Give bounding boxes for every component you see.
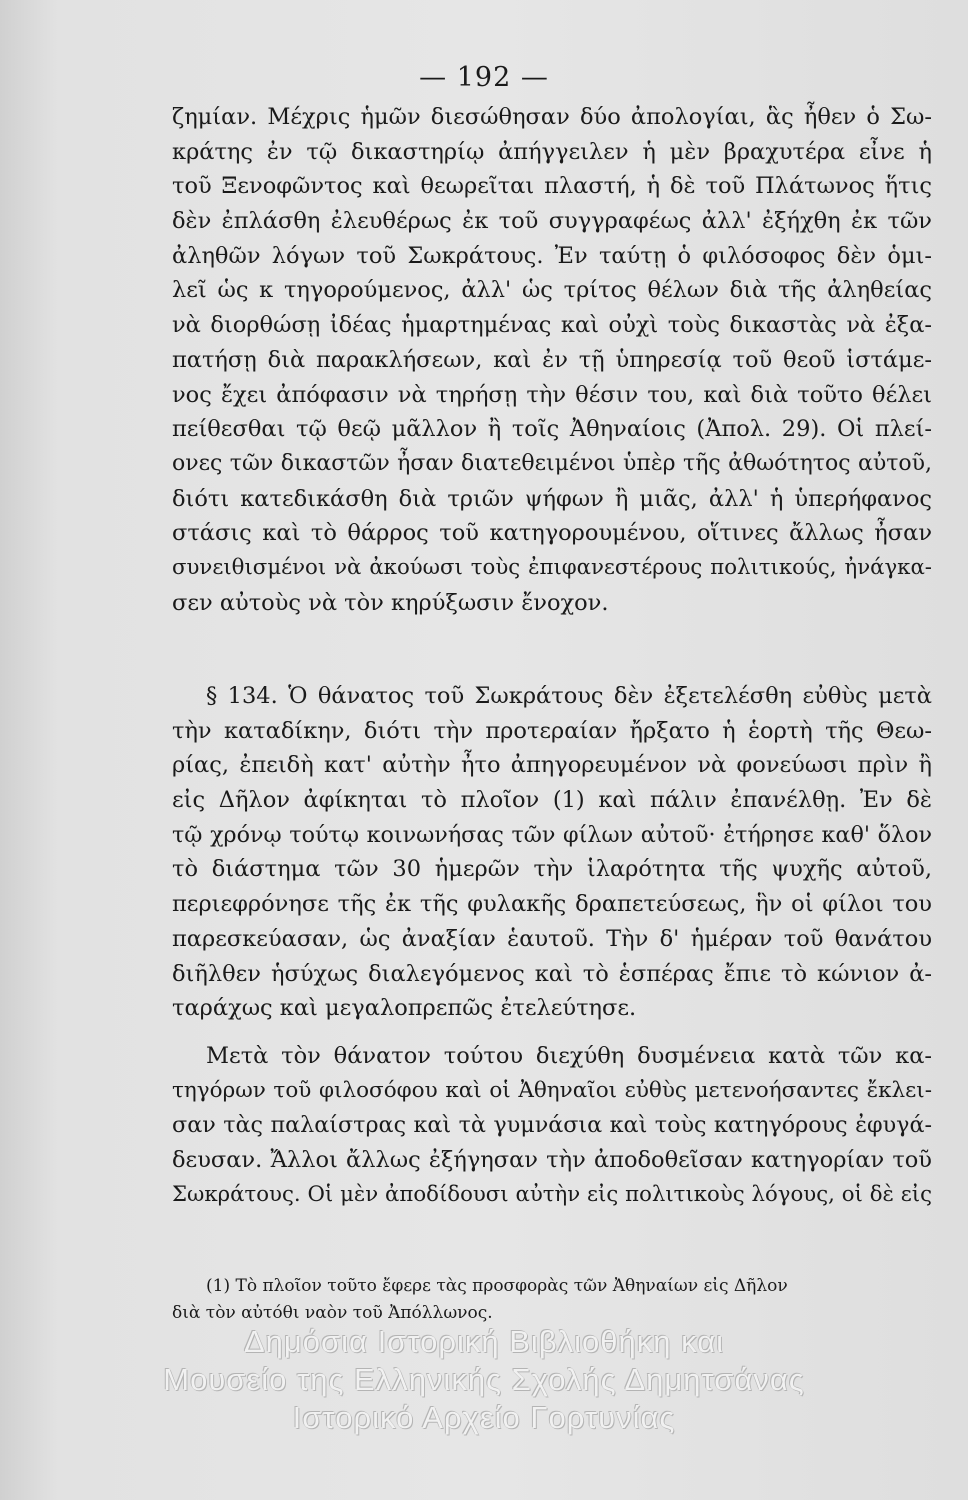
footnote (172, 1273, 932, 1327)
text-line: λεῖ ὡς κ τηγορούμενος, ἀλλ' ὡς τρίτος θέλων διὰ τῆς ἀληθείας (172, 277, 932, 304)
page-number: — 192 — (419, 62, 549, 93)
text-line: διότι κατεδικάσθη διὰ τριῶν ψήφων ἢ μιᾶς, ἀλλ' ἡ ὑπερήφανος (172, 485, 932, 512)
text-line: ρίας, ἐπειδὴ κατ' αὐτὴν ἦτο ἀπηγορευμένον νὰ φονεύωσι πρὶν ἢ (172, 752, 932, 779)
text-line: σεν αὐτοὺς νὰ τὸν κηρύξωσιν ἔνοχον. (172, 589, 609, 616)
text-line: § 134. Ὁ θάνατος τοῦ Σωκράτους δὲν ἐξετελέσθη εὐθὺς μετὰ (206, 683, 932, 709)
text-line: περιεφρόνησε τῆς ἐκ τῆς φυλακῆς δραπετεύσεως, ἣν οἱ φίλοι του (172, 891, 932, 918)
text-line: συνειθισμένοι νὰ ἀκούωσι τοὺς ἐπιφανεστέρους πολιτικούς, ἠνάγκα- (172, 554, 932, 580)
text-line: Μετὰ τὸν θάνατον τούτου διεχύθη δυσμένεια κατὰ τῶν κα- (206, 1043, 932, 1069)
text-line: νὰ διορθώσῃ ἰδέας ἡμαρτημένας καὶ οὐχὶ τοὺς δικαστὰς νὰ ἐξα- (172, 312, 932, 339)
text-line: νος ἔχει ἀπόφασιν νὰ τηρήσῃ τὴν θέσιν του, καὶ διὰ τοῦτο θέλει (172, 381, 932, 408)
text-line: πατήσῃ διὰ παρακλήσεων, καὶ ἐν τῇ ὑπηρεσίᾳ τοῦ θεοῦ ἱστάμε- (172, 346, 932, 373)
text-line: τῷ χρόνῳ τούτῳ κοινωνήσας τῶν φίλων αὐτοῦ· ἐτήρησε καθ' ὅλον (172, 821, 932, 848)
footnote-line: (1) Τὸ πλοῖον τοῦτο ἔφερε τὰς προσφορὰς τῶν Ἀθηναίων εἰς Δῆλον (206, 1276, 788, 1296)
text-line: τοῦ Ξενοφῶντος καὶ θεωρεῖται πλαστή, ἡ δὲ τοῦ Πλάτωνος ἥτις (172, 173, 932, 200)
watermark-line: Ιστορικό Αρχείο Γορτυνίας (292, 1400, 676, 1435)
text-line: εἰς Δῆλον ἀφίκηται τὸ πλοῖον (1) καὶ πάλιν ἐπανέλθῃ. Ἐν δὲ (172, 787, 932, 814)
watermark-line: Δημόσια Ιστορική Βιβλιοθήκη και (243, 1324, 725, 1359)
text-line: ονες τῶν δικαστῶν ἦσαν διατεθειμένοι ὑπὲρ τῆς ἀθωότητος αὐτοῦ, (172, 450, 932, 476)
footnote-line: διὰ τὸν αὐτόθι ναὸν τοῦ Ἀπόλλωνος. (172, 1303, 493, 1323)
text-line: κράτης ἐν τῷ δικαστηρίῳ ἀπήγγειλεν ἡ μὲν βραχυτέρα εἶνε ἡ (172, 138, 932, 165)
text-line: παρεσκεύασαν, ὡς ἀναξίαν ἑαυτοῦ. Τὴν δ' ἡμέραν τοῦ θανάτου (172, 925, 932, 952)
paragraph-2-section-134 (172, 679, 932, 1026)
library-watermark (0, 1323, 968, 1437)
text-line: πείθεσθαι τῷ θεῷ μᾶλλον ἢ τοῖς Ἀθηναίοις (Ἀπολ. 29). Οἱ πλεί- (172, 416, 932, 443)
text-line: ἀληθῶν λόγων τοῦ Σωκράτους. Ἐν ταύτῃ ὁ φιλόσοφος δὲν ὁμι- (172, 242, 932, 269)
paragraph-3 (172, 1039, 932, 1212)
text-line: τὸ διάστημα τῶν 30 ἡμερῶν τὴν ἱλαρότητα τῆς ψυχῆς αὐτοῦ, (172, 856, 932, 883)
text-line: διῆλθεν ἡσύχως διαλεγόμενος καὶ τὸ ἑσπέρας ἔπιε τὸ κώνιον ἀ- (172, 960, 932, 987)
paragraph-1 (172, 100, 932, 620)
text-line: ζημίαν. Μέχρις ἡμῶν διεσώθησαν δύο ἀπολογίαι, ἃς ἦθεν ὁ Σω- (172, 104, 932, 130)
watermark-line: Μουσείο της Ελληνικής Σχολής Δημητσάνας (163, 1362, 805, 1397)
text-line: τηγόρων τοῦ φιλοσόφου καὶ οἱ Ἀθηναῖοι εὐθὺς μετενοήσαντες ἔκλει- (172, 1077, 932, 1103)
text-line: ταράχως καὶ μεγαλοπρεπῶς ἐτελεύτησε. (172, 995, 637, 1022)
text-line: τὴν καταδίκην, διότι τὴν προτεραίαν ἤρξατο ἡ ἑορτὴ τῆς Θεω- (172, 717, 932, 744)
text-line: στάσις καὶ τὸ θάρρος τοῦ κατηγορουμένου, οἵτινες ἄλλως ἦσαν (172, 520, 932, 547)
text-line: Σωκράτους. Οἱ μὲν ἀποδίδουσι αὐτὴν εἰς πολιτικοὺς λόγους, οἱ δὲ εἰς (172, 1181, 932, 1207)
text-line: δευσαν. Ἄλλοι ἄλλως ἐξήγησαν τὴν ἀποδοθεῖσαν κατηγορίαν τοῦ (172, 1147, 932, 1174)
text-line: σαν τὰς παλαίστρας καὶ τὰ γυμνάσια καὶ τοὺς κατηγόρους ἐφυγά- (172, 1112, 932, 1139)
text-line: δὲν ἐπλάσθη ἐλευθέρως ἐκ τοῦ συγγραφέως ἀλλ' ἐξήχθη ἐκ τῶν (172, 208, 932, 235)
